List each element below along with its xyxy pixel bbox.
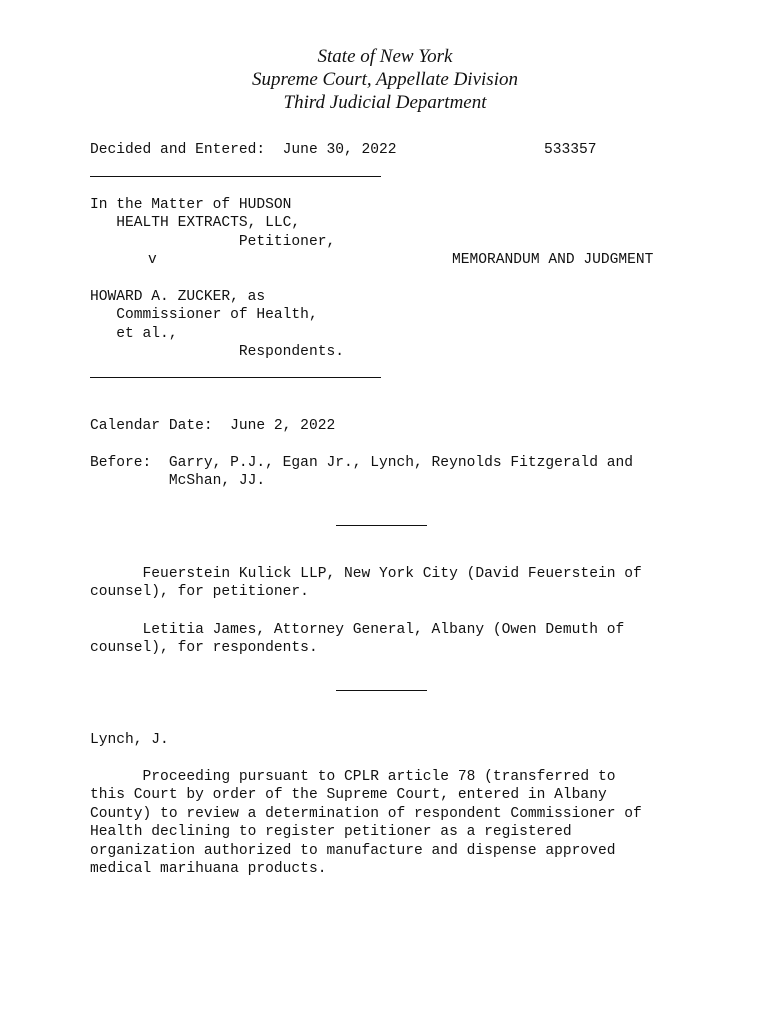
opinion-author: Lynch, J. xyxy=(90,732,169,748)
calendar-date: Calendar Date: June 2, 2022 xyxy=(90,418,336,434)
caption-line: Commissioner of Health, xyxy=(90,307,318,323)
opinion-line: organization authorized to manufacture and dispense approved xyxy=(90,843,616,859)
caption-versus: v xyxy=(148,252,157,268)
opinion-line: Health declining to register petitioner as a registered xyxy=(90,824,572,840)
caption-top-rule xyxy=(90,176,381,177)
opinion-line: County) to review a determination of respondent Commissioner of xyxy=(90,806,642,822)
before-line: Before: Garry, P.J., Egan Jr., Lynch, Reynolds Fitzgerald and xyxy=(90,455,633,471)
opinion-line: this Court by order of the Supreme Court, entered in Albany xyxy=(90,787,607,803)
court-name: Supreme Court, Appellate Division xyxy=(252,69,518,90)
opinion-line: Proceeding pursuant to CPLR article 78 (transferred to xyxy=(90,769,616,785)
counsel-line: counsel), for respondents. xyxy=(90,640,318,656)
section-divider xyxy=(336,690,427,691)
disposition-label: MEMORANDUM AND JUDGMENT xyxy=(452,252,654,268)
caption-bottom-rule xyxy=(90,377,381,378)
case-number: 533357 xyxy=(544,142,597,158)
caption-line: Petitioner, xyxy=(90,234,336,250)
section-divider xyxy=(336,525,427,526)
decided-entered-line: Decided and Entered: June 30, 2022 xyxy=(90,142,397,158)
caption-line: In the Matter of HUDSON xyxy=(90,197,292,213)
counsel-line: Letitia James, Attorney General, Albany (Owen Demuth of xyxy=(90,622,625,638)
caption-line: Respondents. xyxy=(90,344,344,360)
before-line: McShan, JJ. xyxy=(90,473,266,489)
court-state: State of New York xyxy=(317,46,453,67)
caption-line: et al., xyxy=(90,326,178,342)
caption-line: HOWARD A. ZUCKER, as xyxy=(90,289,266,305)
court-department: Third Judicial Department xyxy=(283,92,487,113)
counsel-line: Feuerstein Kulick LLP, New York City (David Feuerstein of xyxy=(90,566,642,582)
opinion-line: medical marihuana products. xyxy=(90,861,327,877)
counsel-line: counsel), for petitioner. xyxy=(90,584,309,600)
caption-line: HEALTH EXTRACTS, LLC, xyxy=(90,215,301,231)
